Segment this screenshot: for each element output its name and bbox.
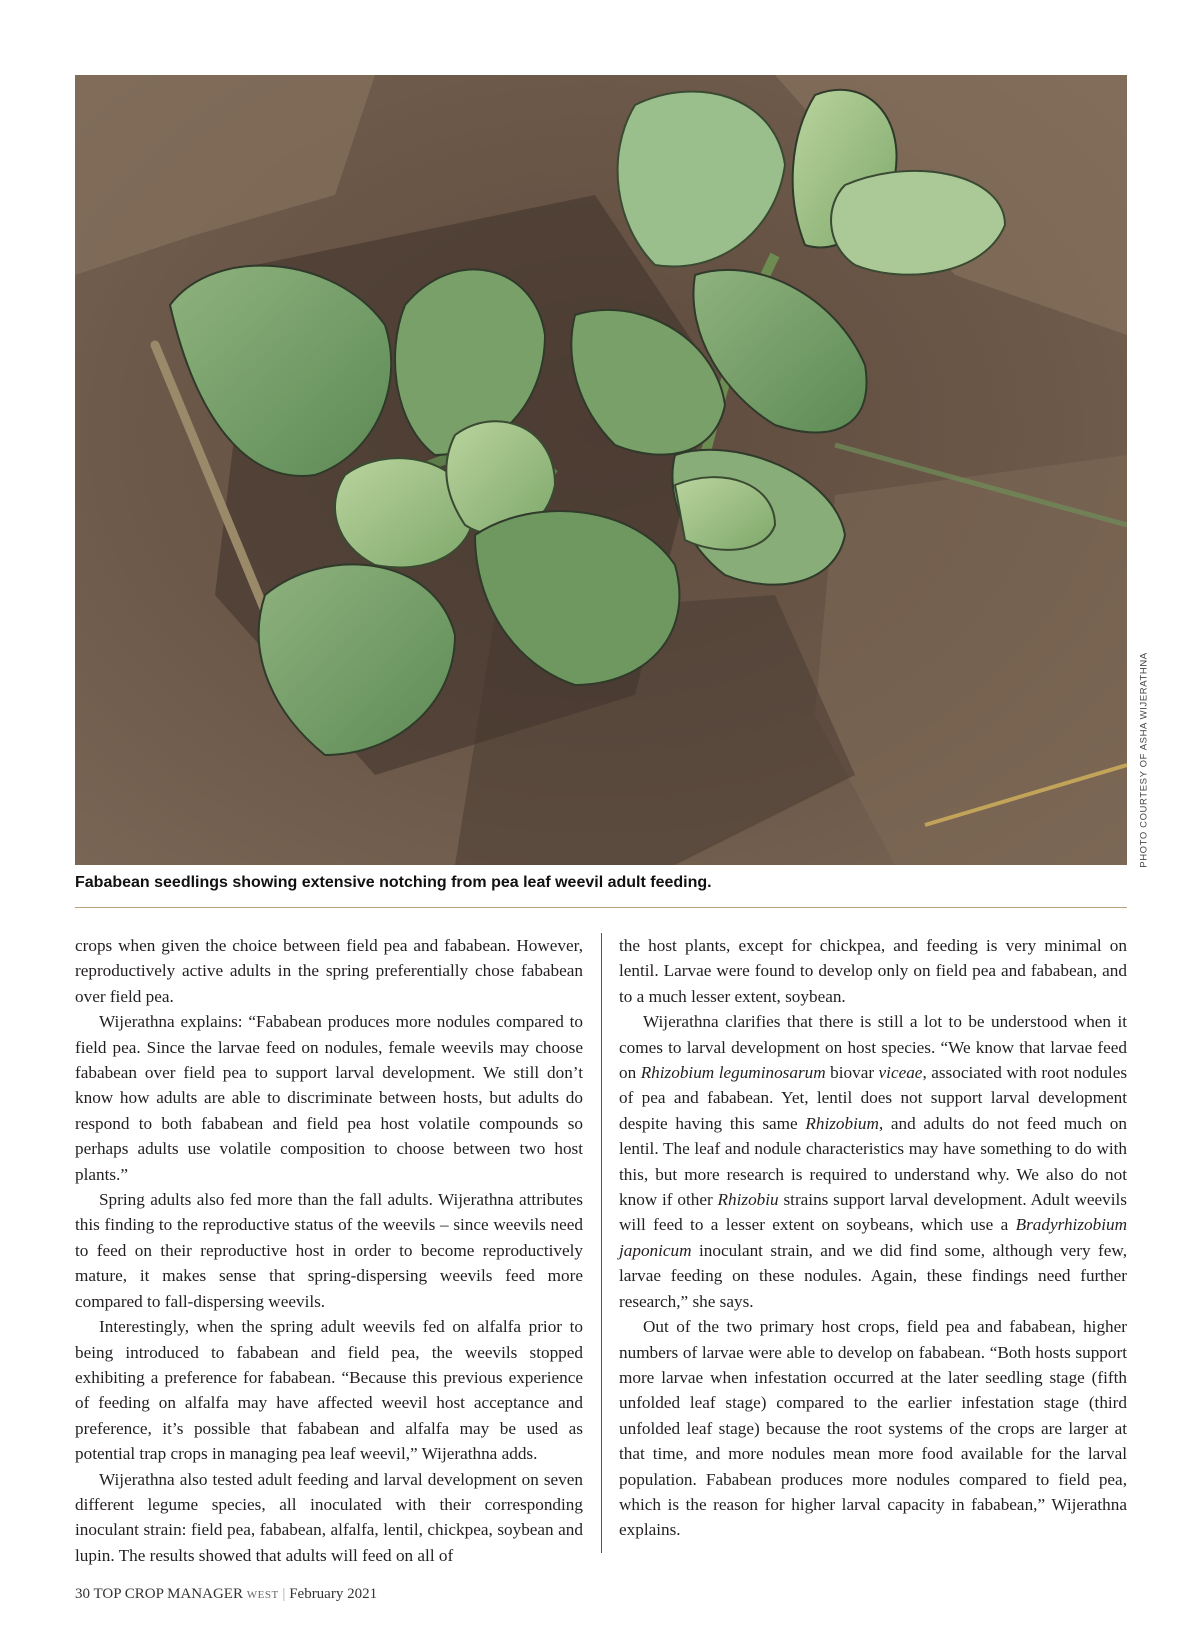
caption-divider <box>75 907 1127 908</box>
magazine-edition: WEST <box>246 1589 279 1601</box>
text-run: strains support larval development. Adult weevils will feed to a lesser extent on soybeans, which use a <box>619 1190 1127 1235</box>
italic-term: viceae <box>878 1063 923 1083</box>
paragraph: Wijerathna explains: “Fababean produces more nodules compared to field pea. Since the larvae feed on nodules, female weevils may choose fababean over field pea to support larval development. We still don’t know how adults are able to discriminate between hosts, but adults do respond to both fababean and field pea host volatile compounds so perhaps adults use volatile composition to choose between two host plants.” <box>75 1012 583 1184</box>
fababean-seedling-photo <box>75 75 1127 865</box>
page-number: 30 <box>75 1586 90 1602</box>
column-divider <box>601 933 602 1553</box>
article-column-right <box>619 933 1127 1543</box>
photo-credit: PHOTO COURTESY OF ASHA WIJERATHNA <box>1138 652 1150 868</box>
italic-term: Rhizobium <box>805 1113 879 1133</box>
footer-separator: | <box>282 1586 286 1602</box>
text-run: Wijerathna clarifies that there is still a lot to be understood when it comes to larval development on host species. “We know that larvae feed on <box>619 1012 1127 1083</box>
issue-date: February 2021 <box>289 1586 378 1602</box>
paragraph: crops when given the choice between field pea and fababean. However, reproductively active adults in the spring preferentially chose fababean over field pea. <box>75 936 583 1006</box>
article-column-left <box>75 933 583 1568</box>
text-run: , and adults do not feed much on lentil. The leaf and nodule characteristics may have something to do with this, but more research is required to understand why. We also do not know if other <box>619 1113 1127 1210</box>
paragraph <box>619 1009 1127 1314</box>
text-run: , associated with root nodules of pea and fababean. Yet, lentil does not support larval development despite having this same <box>619 1063 1128 1133</box>
page-footer <box>75 1586 377 1603</box>
magazine-name: TOP CROP MANAGER <box>93 1586 243 1602</box>
paragraph: Spring adults also fed more than the fall adults. Wijerathna attributes this finding to the reproductive status of the weevils – since weevils need to feed on their reproductive host in order to become reproductively mature, it makes sense that spring-dispersing weevils feed more compared to fall-dispersing weevils. <box>75 1190 583 1311</box>
text-run: inoculant strain, and we did find some, although very few, larvae feeding on these nodules. Again, these findings need further research,” she says. <box>619 1240 1127 1311</box>
paragraph: Interestingly, when the spring adult weevils fed on alfalfa prior to being introduced to fababean and field pea, the weevils stopped exhibiting a preference for fababean. “Because this previous experience of feeding on alfalfa may have affected weevil host acceptance and preference, it’s possible that fababean and alfalfa may be used as potential trap crops in managing pea leaf weevil,” Wijerathna adds. <box>75 1317 583 1464</box>
paragraph: Out of the two primary host crops, field pea and fababean, higher numbers of larvae were able to develop on fababean. “Both hosts support more larvae when infestation occurred at the later seedling stage (fifth unfolded leaf stage) compared to the earlier infestation stage (third unfolded leaf stage) because the root systems of the crops are larger at that time, and more nodules mean more food available for the larval population. Fababean produces more nodules compared to field pea, which is the reason for higher larval capacity in fababean,” Wijerathna explains. <box>619 1317 1127 1540</box>
paragraph: Wijerathna also tested adult feeding and larval development on seven different legume species, all inoculated with their corresponding inoculant strain: field pea, fababean, alfalfa, lentil, chickpea, soybean and lupin. The results showed that adults will feed on all of <box>75 1469 583 1565</box>
photo-caption: Fababean seedlings showing extensive notching from pea leaf weevil adult feeding. <box>75 874 712 891</box>
italic-term: Rhizobiu <box>717 1190 779 1210</box>
text-run: biovar <box>825 1063 879 1083</box>
italic-term: Bradyrhizobium japonicum <box>619 1215 1127 1260</box>
paragraph: the host plants, except for chickpea, and feeding is very minimal on lentil. Larvae were found to develop only on field pea and fababean, and to a much lesser extent, soybean. <box>619 936 1127 1006</box>
italic-term: Rhizobium leguminosarum <box>640 1063 826 1083</box>
